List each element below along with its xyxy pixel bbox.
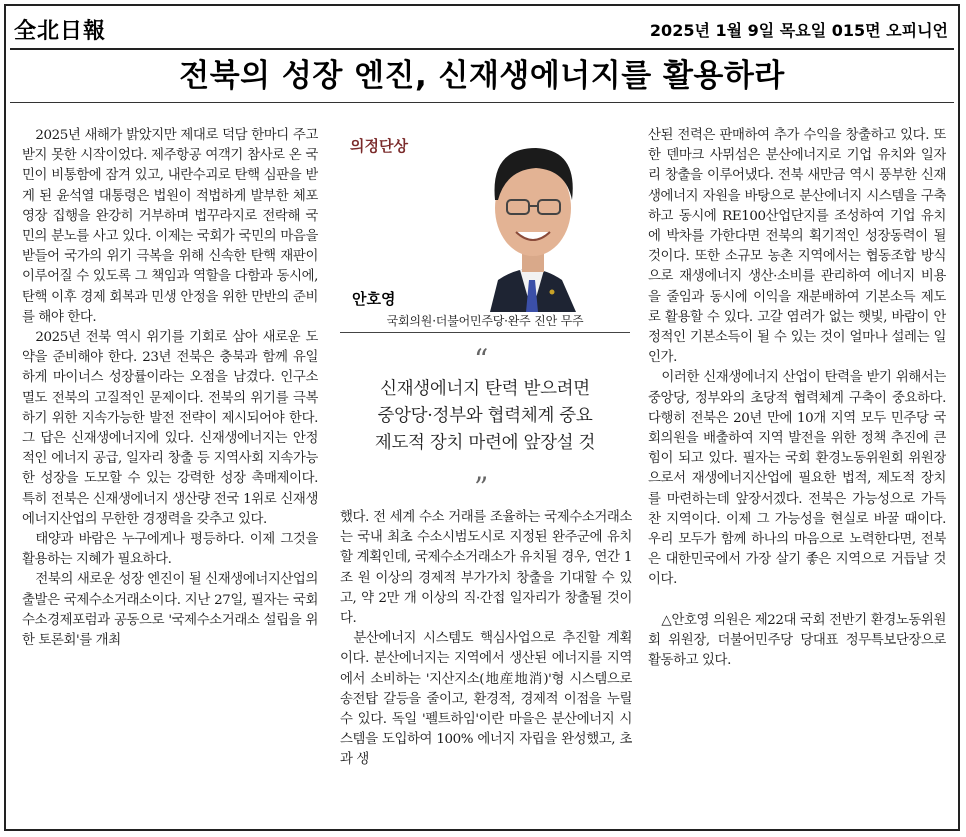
author-photo	[340, 130, 630, 312]
author-name: 안호영	[352, 290, 396, 308]
body-column-3	[648, 126, 946, 824]
pullquote-line: 신재생에너지 탄력 받으려면	[380, 379, 590, 399]
paragraph: 태양과 바람은 누구에게나 평등하다. 이제 그것을 활용하는 지혜가 필요하다.	[22, 532, 318, 568]
paragraph: 2025년 전북 역시 위기를 기회로 삼아 새로운 도약을 준비해야 한다. 23년 전북은 충북과 함께 유일하게 마이너스 성장률이라는 오점을 남겼다. 인구소멸도 전북의 고질적인 문제이다. 전북의 위기를 극복하기 위한 지속가능한 발전 전략이 제시되어야 한다. 그 답은 신재생에너지에 있다. 신재생에너지는 안정적인 에너지 공급, 일자리 창출 등 지역사회 지속가능한 성장을 도모할 수 있는 강력한 성장 촉매제이다. 특히 전북은 신재생에너지 생산량 전국 1위로 신재생에너지산업의 무한한 경쟁력을 갖추고 있다.	[22, 330, 318, 527]
paragraph: 했다. 전 세계 수소 거래를 조율하는 국제수소거래소는 국내 최초 수소시범도시로 지정된 완주군에 유치할 계획인데, 국제수소거래소가 유치될 경우, 연간 1조 원 이상의 경제적 부가가치 창출을 기대할 수 있고, 약 2만 개 이상의 직·간접 일자리가 창출될 것이다.	[340, 510, 632, 627]
pullquote-line: 중앙당·정부와 협력체계 중요	[377, 406, 593, 426]
dateline: 2025년 1월 9일 목요일 015면 오피니언	[649, 21, 948, 40]
author-divider	[340, 332, 630, 333]
paragraph: 분산에너지 시스템도 핵심사업으로 추진할 계획이다. 분산에너지는 지역에서 생산된 에너지를 지역에서 소비하는 '지산지소(地産地消)'형 시스템으로 송전탑 갈등을 줄이고, 환경적, 경제적 이점을 누릴 수 있다. 독일 '펠트하임'이란 마을은 분산에너지 시스템을 도입하여 100% 에너지 자립을 완성했고, 초과 생	[340, 631, 632, 768]
author-bio: △안호영 의원은 제22대 국회 전반기 환경노동위원회 위원장, 더불어민주당 당대표 정무특보단장으로 활동하고 있다.	[648, 612, 946, 669]
paragraph: 2025년 새해가 밝았지만 제대로 덕담 한마디 주고받지 못한 시작이었다. 제주항공 여객기 참사로 온 국민이 비통함에 잠겨 있고, 내란수괴로 탄핵 심판을 받게 된 윤석열 대통령은 법원이 적법하게 발부한 체포영장 집행을 완강히 거부하며 법꾸라지로 전락해 국민의 분노를 사고 있다. 이제는 국회가 국민의 마음을 받들어 국가의 위기 극복을 위해 신속한 탄핵 재판이 이루어질 수 있도록 그 책임과 역할을 다함과 동시에, 탄핵 이후 경제 회복과 민생 안정을 위한 만반의 준비를 해야 한다.	[22, 128, 318, 325]
pullquote	[344, 376, 626, 457]
pullquote-line: 제도적 장치 마련에 앞장설 것	[374, 433, 596, 453]
paragraph: 산된 전력은 판매하여 추가 수익을 창출하고 있다. 또한 덴마크 사뮈섬은 분산에너지로 기업 유치와 일자리 창출을 이루어냈다. 전북 새만금 역시 풍부한 신재생에너지 자원을 바탕으로 분산에너지 시스템을 구축하고 동시에 RE100산업단지를 조성하여 기업 유치에 박차를 가한다면 전북의 획기적인 성장동력이 될 것이다. 또한 소규모 농촌 지역에서는 협동조합 방식으로 재생에너지 생산·소비를 관리하여 에너지 비용을 줄임과 동시에 이익을 재분배하여 기본소득 제도로 활용할 수 있다. 고갈 염려가 없는 햇빛, 바람이 안정적인 기본소득이 될 수 있는 것이 얼마나 설레는 일인가.	[648, 128, 946, 366]
headline-rule	[10, 102, 954, 103]
masthead	[10, 12, 954, 50]
author-role: 국회의원·더불어민주당·완주 진안 무주	[386, 314, 584, 328]
quote-open-mark: “	[474, 343, 489, 376]
newspaper-logo: 全北日報	[14, 18, 107, 44]
column-label: 의정단상	[350, 137, 408, 155]
headline: 전북의 성장 엔진, 신재생에너지를 활용하라	[179, 58, 785, 94]
paragraph: 전북의 새로운 성장 엔진이 될 신재생에너지산업의 출발은 국제수소거래소이다. 지난 27일, 필자는 국회 수소경제포럼과 공동으로 '국제수소거래소 설립을 위한 토론회'를 개최	[22, 572, 318, 649]
body-column-1	[22, 126, 318, 824]
paragraph: 이러한 신재생에너지 산업이 탄력을 받기 위해서는 중앙당, 정부와의 초당적 협력체계 구축이 중요하다. 다행히 전북은 20년 만에 10개 지역 모두 민주당 국회의원을 배출하여 지역 발전을 위한 정책 추진에 큰 힘이 되고 있다. 필자는 국회 환경노동위원회 위원장으로서 재생에너지산업에 필요한 법적, 제도적 장치를 마련하는데 앞장서겠다. 전북은 가능성으로 가득 찬 지역이다. 이제 그 가능성을 현실로 바꿀 때이다. 우리 모두가 함께 하나의 마음으로 노력한다면, 전북은 대한민국에서 가장 살기 좋은 지역으로 거듭날 것이다.	[648, 370, 946, 588]
quote-close-mark: ”	[474, 471, 489, 504]
body-column-2	[340, 508, 632, 826]
author-portrait-image	[340, 130, 630, 312]
